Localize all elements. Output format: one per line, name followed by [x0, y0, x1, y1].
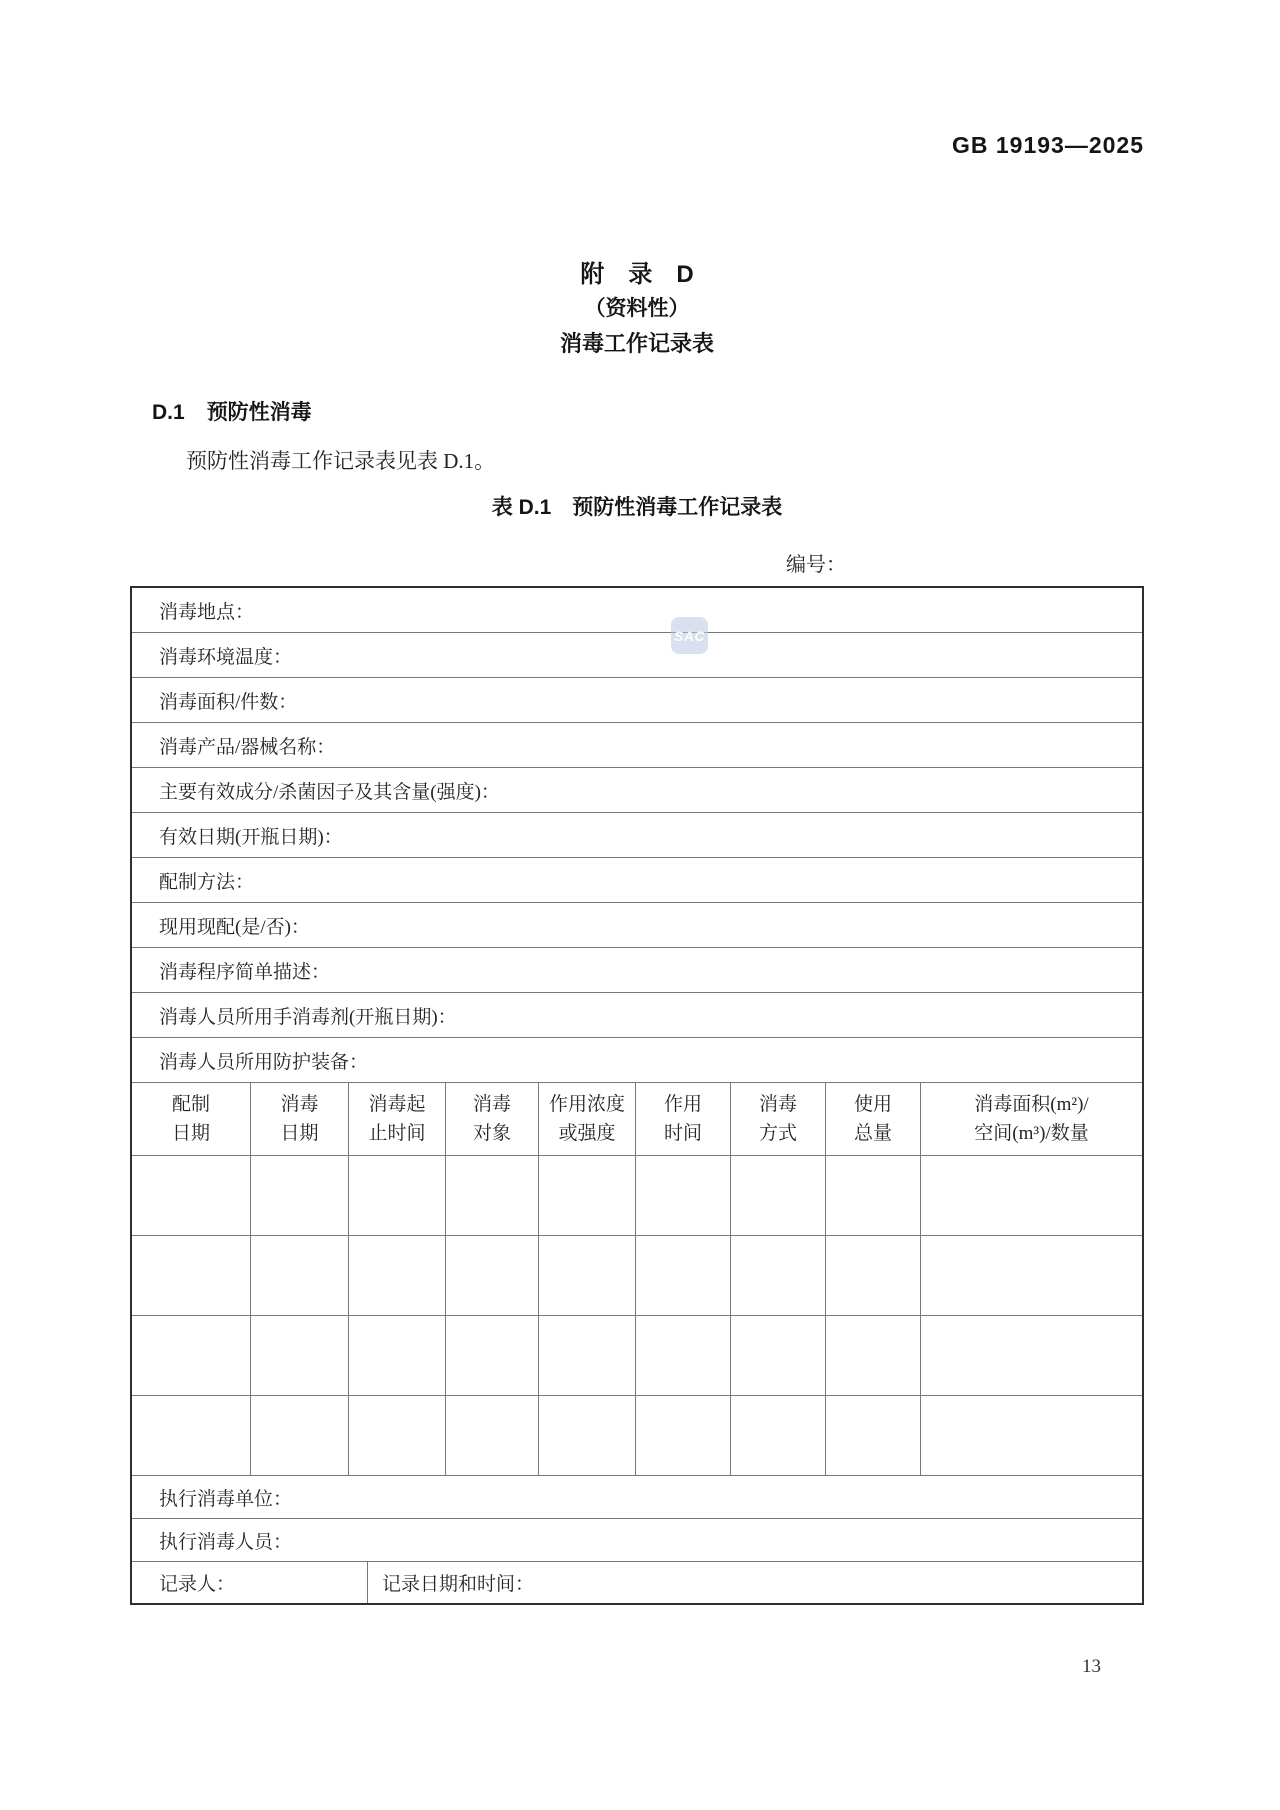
- page-number: 13: [1082, 1656, 1101, 1677]
- appendix-title: 附 录 D: [580, 261, 694, 288]
- table-row-ambient-temperature: 消毒环境温度：: [132, 632, 1142, 677]
- table-row-protective-equipment: 消毒人员所用防护装备：: [132, 1037, 1142, 1082]
- table-row-prepared-fresh: 现用现配(是/否)：: [132, 902, 1142, 947]
- column-header-target: 消毒 对象: [445, 1083, 538, 1155]
- disinfection-record-table: [130, 586, 1144, 1605]
- record-datetime-label: 记录日期和时间：: [367, 1562, 1142, 1603]
- section-heading: [152, 396, 312, 426]
- table-row-hand-disinfectant: 消毒人员所用手消毒剂(开瓶日期)：: [132, 992, 1142, 1037]
- sac-watermark-text: SAC: [673, 627, 706, 644]
- column-header-total-amount: 使用 总量: [825, 1083, 920, 1155]
- table-entry-row: [132, 1155, 1142, 1235]
- table-row-product-name: 消毒产品/器械名称：: [132, 722, 1142, 767]
- table-entry-row: [132, 1395, 1142, 1475]
- section-title: 预防性消毒: [206, 401, 312, 424]
- table-entry-row: [132, 1315, 1142, 1395]
- body-paragraph: 预防性消毒工作记录表见表 D.1。: [186, 449, 496, 473]
- column-header-start-end-time: 消毒起 止时间: [348, 1083, 445, 1155]
- standard-code: GB 19193—2025: [951, 132, 1144, 158]
- table-row-location: 消毒地点：: [159, 601, 255, 623]
- serial-number-label: 编号：: [786, 554, 846, 576]
- column-header-method: 消毒 方式: [730, 1083, 825, 1155]
- recorder-label: 记录人：: [159, 1574, 236, 1595]
- column-header-preparation-date: 配制 日期: [171, 1094, 210, 1144]
- column-header-disinfection-date: 消毒 日期: [250, 1083, 348, 1155]
- column-header-row: [132, 1082, 1142, 1155]
- table-row-preparation-method: 配制方法：: [132, 857, 1142, 902]
- table-entry-row: [132, 1235, 1142, 1315]
- column-header-duration: 作用 时间: [635, 1083, 730, 1155]
- table-row-expiry-date: 有效日期(开瓶日期)：: [132, 812, 1142, 857]
- table-row-active-ingredient: 主要有效成分/杀菌因子及其含量(强度)：: [132, 767, 1142, 812]
- sac-watermark: [671, 617, 708, 654]
- table-row-procedure-description: 消毒程序简单描述：: [132, 947, 1142, 992]
- table-caption: 表 D.1 预防性消毒工作记录表: [491, 496, 783, 519]
- table-row-executing-personnel: 执行消毒人员：: [132, 1518, 1142, 1561]
- appendix-subtitle-informative: （资料性）: [584, 297, 690, 320]
- column-header-area-space-quantity: 消毒面积(m²)/ 空间(m³)/数量: [920, 1083, 1142, 1155]
- table-row-area-or-count: 消毒面积/件数：: [132, 677, 1142, 722]
- table-row-recorder: [132, 1561, 1142, 1603]
- table-row-executing-unit: 执行消毒单位：: [132, 1475, 1142, 1518]
- column-header-concentration: 作用浓度 或强度: [538, 1083, 635, 1155]
- appendix-subtitle-record-form: 消毒工作记录表: [559, 331, 714, 356]
- section-number: D.1: [152, 401, 185, 424]
